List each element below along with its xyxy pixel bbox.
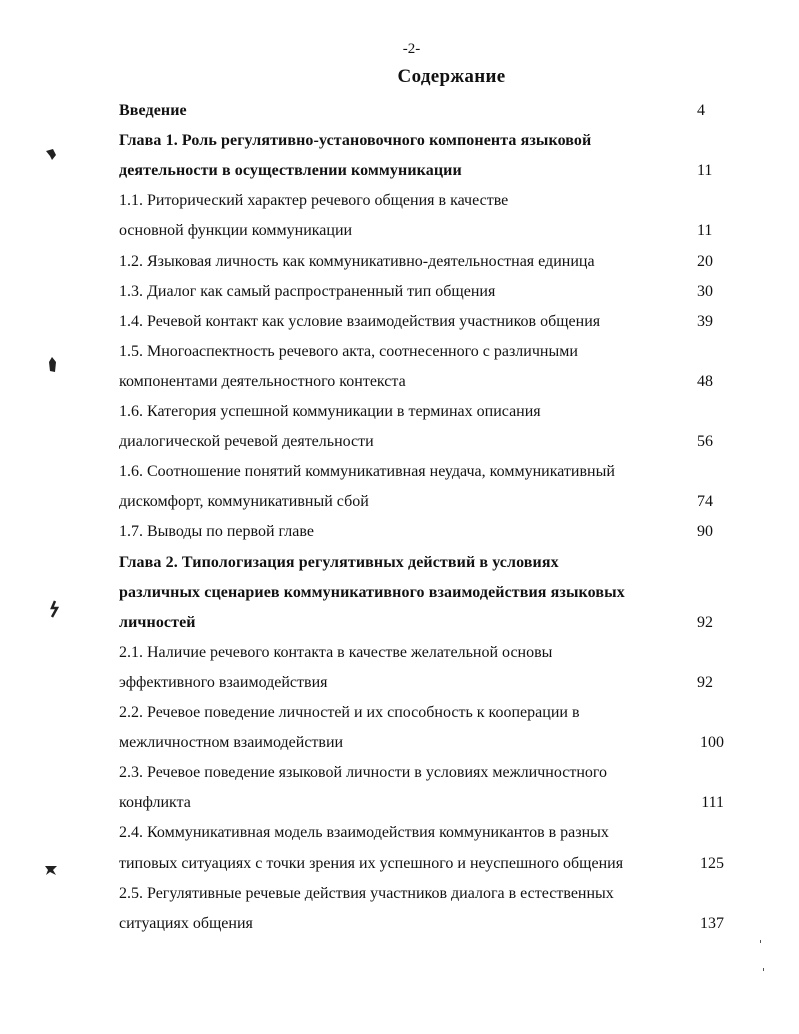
toc-page-number: 4 — [697, 102, 705, 119]
toc-entry-line: 2.2. Речевое поведение личностей и их способность к кооперации в — [119, 704, 580, 721]
toc-entry-line: межличностном взаимодействии — [119, 734, 344, 752]
toc-entry-line: ситуациях общения — [119, 914, 253, 932]
scan-mark-icon — [44, 864, 58, 876]
toc-entry-line: типовых ситуациях с точки зрения их успешного и неуспешного общения — [119, 854, 624, 872]
toc-entry-line: 2.3. Речевое поведение языковой личности в условиях межличностного — [119, 764, 608, 782]
toc-page-number: 11 — [697, 222, 713, 240]
toc-page-number: 137 — [700, 914, 724, 932]
scan-mark-icon — [48, 356, 58, 374]
toc-page-number: 30 — [697, 282, 713, 300]
toc-entry-line: 1.2. Языковая личность как коммуникативно-деятельностная единица — [119, 252, 595, 270]
toc-entry-line: различных сценариев коммуникативного взаимодействия языковых — [119, 583, 625, 601]
toc-entry-line: 1.1. Риторический характер речевого общения в качестве — [119, 192, 509, 210]
toc-entry-line: основной функции коммуникации — [119, 222, 353, 240]
toc-entry-line: дискомфорт, коммуникативный сбой — [119, 493, 369, 511]
scan-dot — [760, 940, 761, 943]
toc-page-number: 56 — [697, 433, 713, 451]
toc-entry-line: 2.4. Коммуникативная модель взаимодействия коммуникантов в разных — [119, 824, 609, 842]
toc-entry-line: 1.6. Категория успешной коммуникации в терминах описания — [119, 403, 541, 420]
toc-page-number: 92 — [697, 673, 713, 691]
toc-entry-line: эффективного взаимодействия — [119, 673, 328, 691]
toc-page-number: 20 — [697, 252, 713, 270]
toc-entry-line: компонентами деятельностного контекста — [119, 372, 406, 390]
toc-page-number: 74 — [697, 493, 713, 511]
toc-entry-line: 1.6. Соотношение понятий коммуникативная неудача, коммуникативный — [119, 463, 615, 481]
toc-entry-line: 2.1. Наличие речевого контакта в качестве желательной основы — [119, 643, 553, 661]
toc-entry-line: 1.5. Многоаспектность речевого акта, соотнесенного с различными — [119, 342, 578, 360]
toc-page-number: 11 — [697, 162, 713, 180]
toc-entry-line: Глава 1. Роль регулятивно-установочного компонента языковой — [119, 132, 592, 150]
toc-entry-line: Глава 2. Типологизация регулятивных действий в условиях — [119, 553, 559, 571]
toc-page-number: 125 — [700, 854, 724, 872]
scan-mark-icon — [48, 600, 60, 618]
scan-dot — [763, 968, 764, 971]
toc-entry-line: 2.5. Регулятивные речевые действия участников диалога в естественных — [119, 884, 614, 902]
toc-page-number: 100 — [700, 734, 724, 752]
toc-entry-line: Введение — [119, 102, 187, 119]
toc-page-number: 111 — [701, 794, 724, 812]
toc-entry-line: 1.4. Речевой контакт как условие взаимодействия участников общения — [119, 312, 601, 330]
page-title: Содержание — [397, 66, 506, 87]
toc-entry-line: конфликта — [119, 794, 191, 812]
toc-page-number: 90 — [697, 523, 713, 541]
toc-page-number: 39 — [697, 312, 713, 330]
toc-entry-line: деятельности в осуществлении коммуникации — [119, 162, 462, 180]
page-number: -2- — [402, 41, 421, 57]
scan-mark-icon — [44, 148, 58, 162]
toc-entry-line: личностей — [119, 613, 196, 631]
toc-page-number: 48 — [697, 372, 713, 390]
toc-entry-line: диалогической речевой деятельности — [119, 433, 374, 451]
toc-page-number: 92 — [697, 613, 713, 631]
toc-entry-line: 1.3. Диалог как самый распространенный тип общения — [119, 282, 496, 300]
toc-entry-line: 1.7. Выводы по первой главе — [119, 523, 314, 541]
